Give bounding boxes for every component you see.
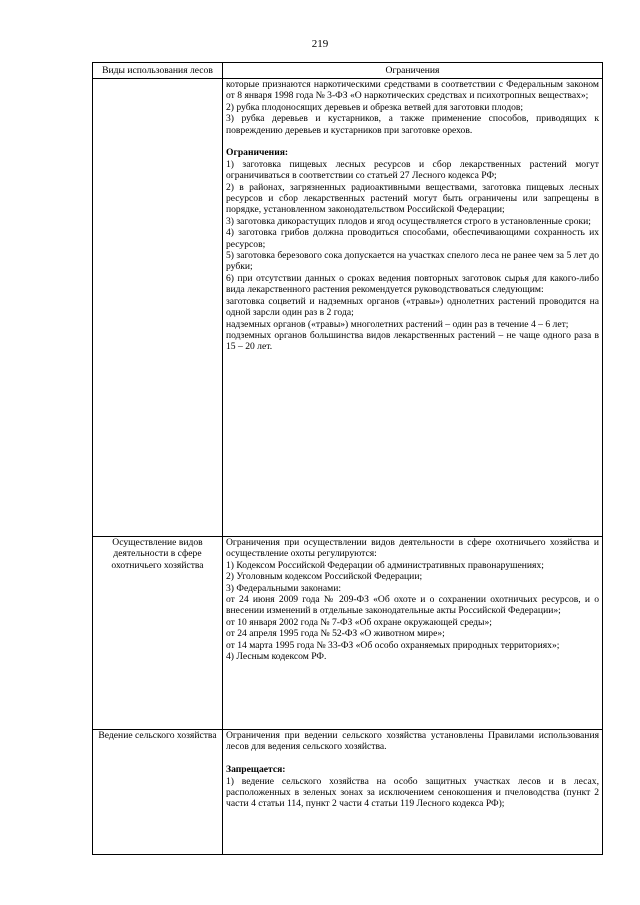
use-cell: Осуществление видов деятельности в сфере охотничьего хозяйства (93, 537, 223, 730)
use-cell: Ведение сельского хозяйства (93, 730, 223, 855)
paragraph: которые признаются наркотическими средствами в соответствии с Федеральным законом от 8 января 1998 года № 3-ФЗ «О наркотических средствах и психотропных веществах»; (226, 79, 599, 102)
table-row (93, 537, 603, 730)
paragraph: Ограничения при ведении сельского хозяйства установлены Правилами использования лесов для ведения сельского хозяйства. (226, 730, 599, 753)
paragraph: 5) заготовка березового сока допускается на участках спелого леса не ранее чем за 5 лет до рубки; (226, 250, 599, 273)
paragraph: 6) при отсутствии данных о сроках ведения повторных заготовок сырья для какого-либо вида лекарственного растения рекомендуется руководствоваться следующим: (226, 272, 599, 296)
paragraph: 2) рубка плодоносящих деревьев и обрезка ветвей для заготовки плодов; (226, 101, 524, 113)
section-heading: Ограничения: (226, 147, 289, 159)
paragraph: от 24 апреля 1995 года № 52-ФЗ «О животном мире»; (226, 628, 445, 640)
paragraph: заготовка соцветий и надземных органов («травы») однолетних растений проводится на одной зарсли один раз в 2 года; (226, 295, 599, 319)
paragraph: Ограничения при осуществлении видов деятельности в сфере охотничьего хозяйства и осуществление охоты регулируются: (226, 537, 599, 560)
use-cell (93, 79, 223, 537)
restrictions-cell (223, 537, 603, 730)
paragraph: от 14 марта 1995 года № 33-ФЗ «Об особо охраняемых природных территориях»; (226, 639, 560, 651)
paragraph: 2) в районах, загрязненных радиоактивными веществами, заготовка пищевых лесных ресурсов и сбор лекарственных растений могут быть ограничены или запрещены в порядке, установленном законодательством Российской Федерации; (226, 181, 599, 216)
restrictions-cell (223, 730, 603, 855)
paragraph: 3) Федеральными законами: (226, 582, 342, 594)
paragraph: 4) Лесным кодексом РФ. (226, 651, 327, 663)
restrictions-cell (223, 79, 603, 537)
header-forest-use: Виды использования лесов (93, 63, 223, 79)
paragraph: 1) ведение сельского хозяйства на особо защитных участках лесов и в лесах, расположенных в зеленых зонах за исключением сенокошения и пчеловодства (пункт 2 части 4 статьи 114, пункт 2 части 4 статьи 119 Лесного кодекса РФ); (226, 775, 599, 810)
header-restrictions: Ограничения (223, 63, 603, 79)
forest-use-table (92, 62, 603, 855)
page-number: 219 (311, 38, 329, 50)
paragraph: от 24 июня 2009 года № 209-ФЗ «Об охоте и о сохранении охотничьих ресурсов, и о внесении изменений в отдельные законодательные акты Российской Федерации»; (226, 594, 599, 617)
section-heading: Запрещается: (226, 764, 286, 776)
paragraph: 3) рубка деревьев и кустарников, а также применение способов, приводящих к повреждению деревьев и кустарников при заготовке орехов. (226, 113, 599, 136)
paragraph: 4) заготовка грибов должна проводиться способами, обеспечивающими сохранность их ресурсов; (226, 227, 599, 250)
table-header-row (93, 63, 603, 79)
table-row (93, 730, 603, 855)
paragraph: надземных органов («травы») многолетних растений – один раз в течение 4 – 6 лет; (226, 318, 569, 330)
paragraph: подземных органов большинства видов лекарственных растений – не чаще одного раза в 15 – 20 лет. (226, 329, 599, 353)
paragraph: 1) заготовка пищевых лесных ресурсов и сбор лекарственных растений могут ограничиваться в соответствии со статьей 27 Лесного кодекса РФ; (226, 158, 599, 182)
paragraph: 2) Уголовным кодексом Российской Федерации; (226, 571, 423, 583)
paragraph: от 10 января 2002 года № 7-ФЗ «Об охране окружающей среды»; (226, 616, 492, 628)
table-row (93, 79, 603, 537)
paragraph: 3) заготовка дикорастущих плодов и ягод осуществляется строго в установленные сроки; (226, 215, 591, 227)
paragraph: 1) Кодексом Российской Федерации об административных правонарушениях; (226, 559, 544, 571)
